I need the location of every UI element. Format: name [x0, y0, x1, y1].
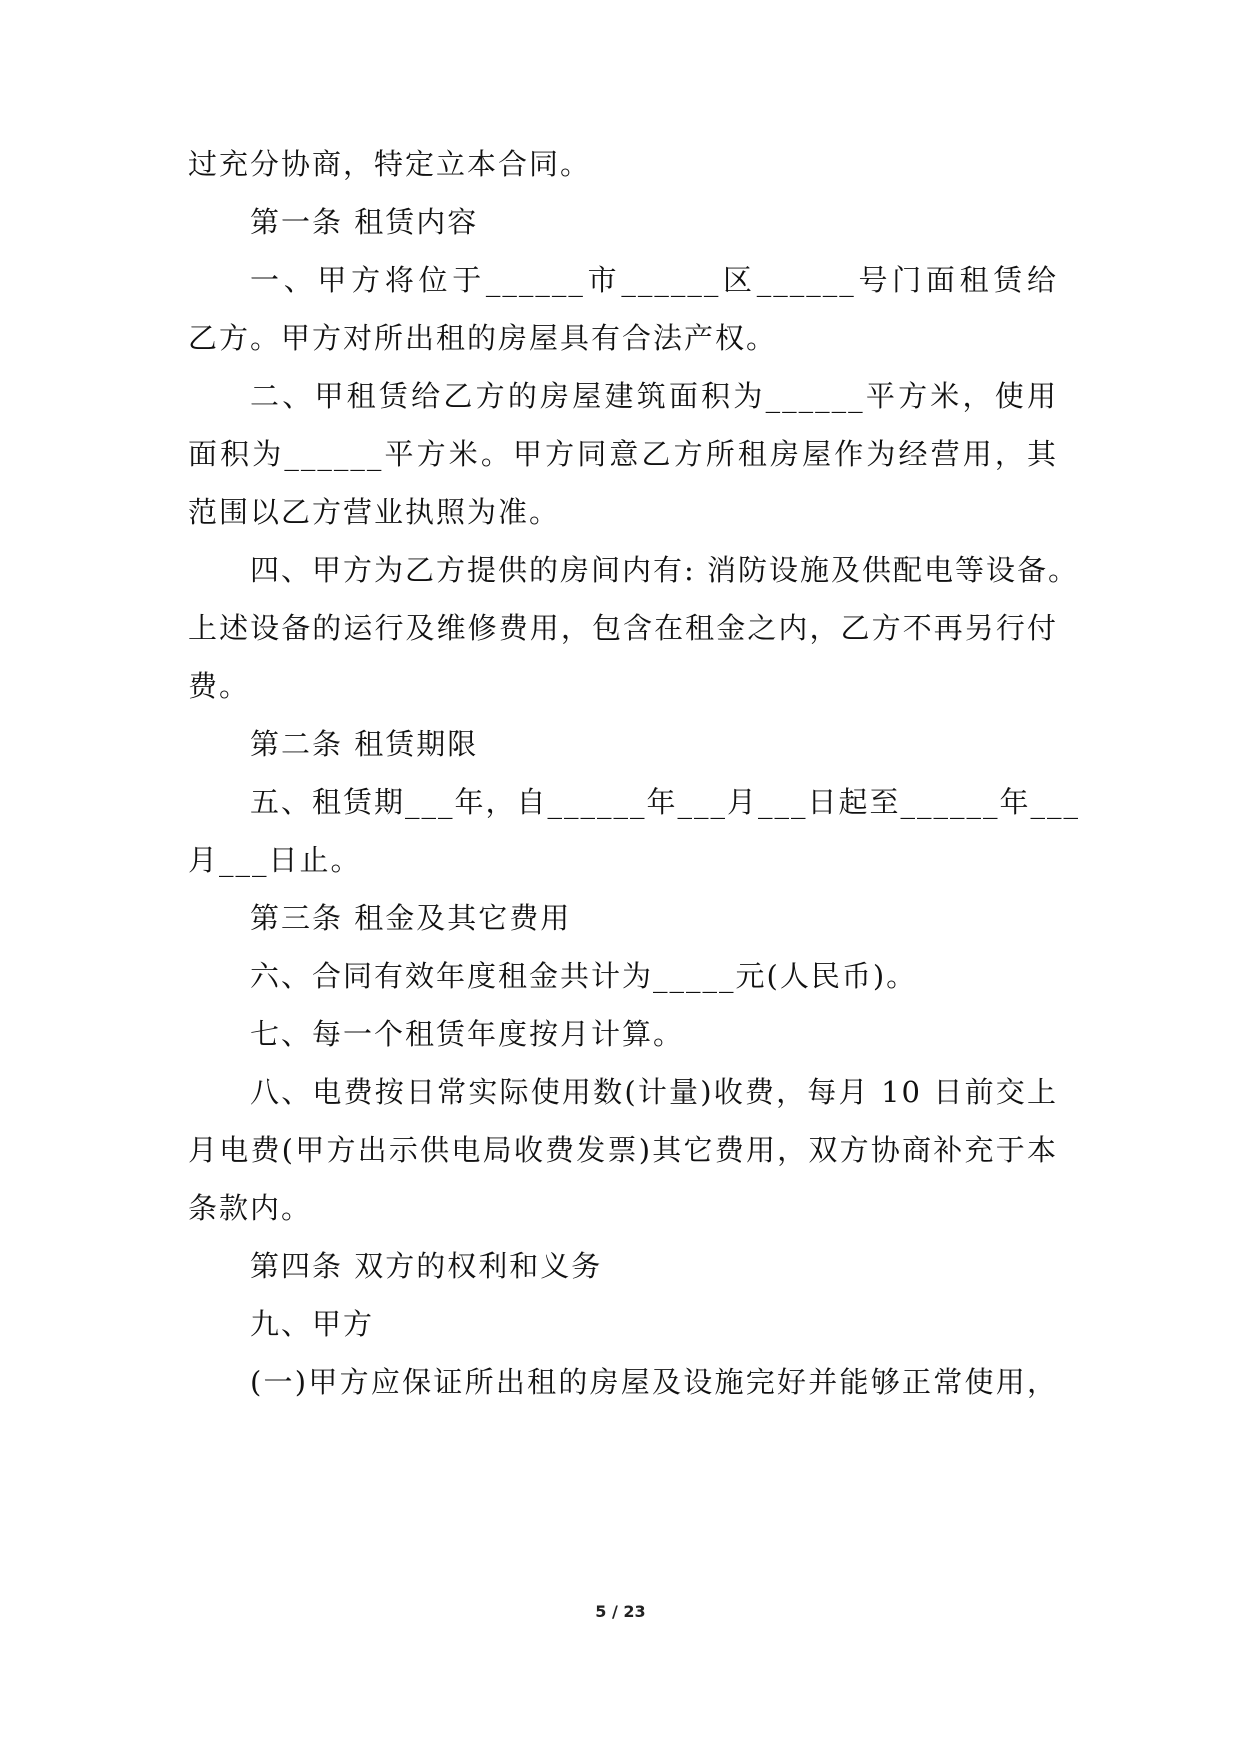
section-heading: 第三条 租金及其它费用: [250, 901, 572, 935]
paragraph-line: 四、甲方为乙方提供的房间内有: 消防设施及供配电等设备。: [250, 553, 1079, 587]
section-heading: 第一条 租赁内容: [250, 205, 479, 239]
paragraph-line: 八、电费按日常实际使用数(计量)收费，每月 10 日前交上: [250, 1075, 1058, 1109]
paragraph-line: 范围以乙方营业执照为准。: [188, 495, 561, 529]
paragraph-line: 费。: [188, 669, 251, 703]
paragraph-line: 六、合同有效年度租金共计为_____元(人民币)。: [250, 959, 918, 993]
section-heading: 第四条 双方的权利和义务: [250, 1249, 603, 1283]
paragraph-line: 条款内。: [188, 1191, 313, 1225]
paragraph-line: 上述设备的运行及维修费用，包含在租金之内，乙方不再另行付: [188, 611, 1058, 645]
paragraph-line: 面积为______平方米。甲方同意乙方所租房屋作为经营用，其: [188, 437, 1058, 471]
paragraph-line: 过充分协商，特定立本合同。: [188, 147, 592, 181]
paragraph-line: 乙方。甲方对所出租的房屋具有合法产权。: [188, 321, 778, 355]
paragraph-line: 七、每一个租赁年度按月计算。: [250, 1017, 685, 1051]
paragraph-line: 五、租赁期___年，自______年___月___日起至______年___: [250, 785, 1081, 819]
paragraph-line: 一、甲方将位于______市______区______号门面租赁给: [250, 263, 1058, 297]
section-heading: 第二条 租赁期限: [250, 727, 479, 761]
paragraph-line: 九、甲方: [250, 1307, 375, 1341]
paragraph-line: (一)甲方应保证所出租的房屋及设施完好并能够正常使用，: [250, 1365, 1058, 1399]
paragraph-line: 二、甲租赁给乙方的房屋建筑面积为______平方米，使用: [250, 379, 1058, 413]
paragraph-line: 月___日止。: [188, 843, 362, 877]
page-number: 5 / 23: [595, 1602, 646, 1621]
paragraph-line: 月电费(甲方出示供电局收费发票)其它费用，双方协商补充于本: [188, 1133, 1058, 1167]
